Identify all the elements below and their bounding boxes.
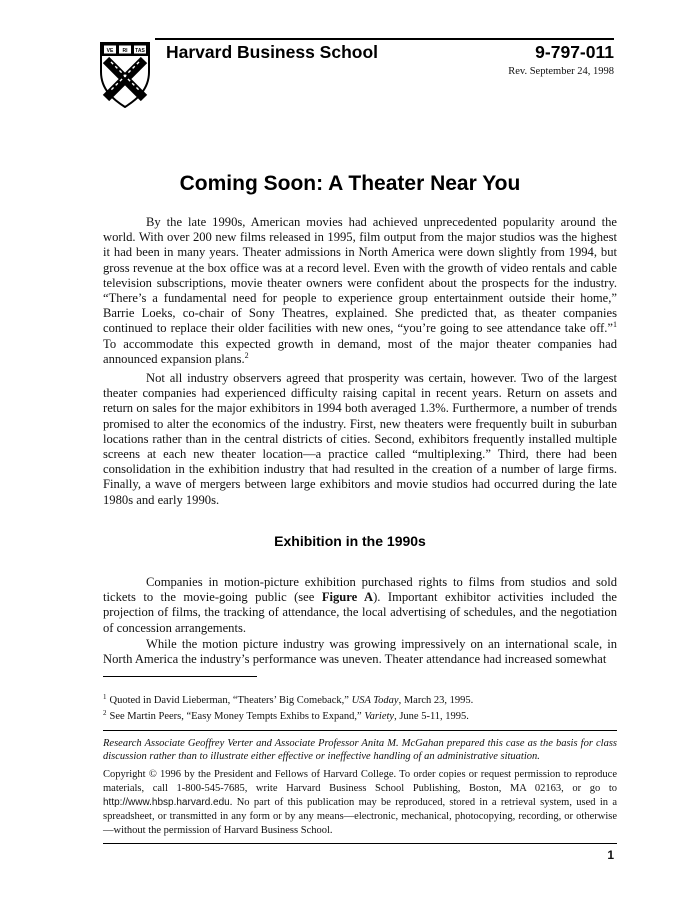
footnote-ref-2[interactable]: 2 <box>244 350 249 360</box>
publishing-url-link[interactable]: http://www.hbsp.harvard.edu <box>103 797 230 808</box>
case-authors-note: Research Associate Geoffrey Verter and Associate Professor Anita M. McGahan prepared this case as the basis for class discussion rather than to illustrate either effective or ineffective handling of an administrative situation. <box>103 738 617 763</box>
footnote-rule <box>103 676 257 677</box>
paragraph-exhibition: Companies in motion-picture exhibition purchased rights to films from studios and sold tickets to the movie-going public (see Figure A). Important exhibitor activities included the projection of films, the tracking of attendance, the local advertising of schedules, and the negotiation of concession arrangements. <box>103 575 617 635</box>
page-number: 1 <box>607 848 614 862</box>
case-number: 9-797-011 <box>535 42 614 62</box>
footer-rule <box>103 843 617 844</box>
footnote-2: $^2$ See Martin Peers, “Easy Money Tempts Exhibs to Expand,” Variety, June 5-11, 1995. <box>103 709 469 722</box>
header-rule <box>155 38 614 40</box>
section-heading: Exhibition in the 1990s <box>274 533 426 549</box>
paragraph-observers: Not all industry observers agreed that prosperity was certain, however. Two of the largest theater companies had experienced difficulty raising capital in recent years. Return on assets and return on sales for the major exhibitors in 1994 both averaged 1.3%. Furthermore, a number of trends promised to alter the economics of the industry. First, new theaters were frequently built in suburban locations rather than in the central districts of cities. Second, exhibitors frequently installed multiple screens at each new theater location—a practice called “multiplexing.” Third, there had been consolidation in the exhibition industry that had resulted in the creation of a number of large firms. Finally, a wave of mergers between large exhibitors and movie studios had occurred during the late 1980s and early 1990s. <box>103 371 617 507</box>
paragraph-intro: By the late 1990s, American movies had achieved unprecedented popularity around the world. With over 200 new films released in 1995, film output from the major studios was the highest it had been in many years. Theater admissions in North America were down slightly from 1994, but gross revenue at the box office was at a record level. Even with the growth of video rentals and cable television subscriptions, movie theater owners were confident about the prospects for the industry. “There’s a fundamental need for people to experience group entertainment outside their home,” Barrie Loeks, co-chair of Sony Theatres, explained. She predicted that, as theater companies continued to replace their older facilities with new ones, “you’re going to see attendance take off.”$^1$ To accommodate this expected growth in demand, most of the major theater companies had announced expansion plans.$^2$ <box>103 215 617 366</box>
shield-text-ve: VE <box>106 48 114 54</box>
school-name: Harvard Business School <box>166 42 379 62</box>
case-title: Coming Soon: A Theater Near You <box>179 172 521 195</box>
shield-text-ri: RI <box>122 48 128 54</box>
footnote-1: $^1$ Quoted in David Lieberman, “Theaters’ Big Comeback,” USA Today, March 23, 1995. <box>103 693 474 706</box>
shield-text-tas: TAS <box>135 48 145 54</box>
revision-date: Rev. September 24, 1998 <box>508 66 614 77</box>
footnote-ref-1[interactable]: 1 <box>613 320 617 330</box>
case-note-rule <box>103 730 617 731</box>
harvard-shield-logo <box>100 42 150 108</box>
figure-a-reference[interactable]: Figure A <box>321 590 374 605</box>
paragraph-industry: While the motion picture industry was growing impressively on an international scale, in North America the industry’s performance was uneven. Theater attendance had increased somewhat <box>103 637 617 667</box>
copyright-notice: Copyright © 1996 by the President and Fellows of Harvard College. To order copies or request permission to reproduce materials, call 1-800-545-7685, write Harvard Business School Publishing, Boston, MA 02163, or go to http://www.hbsp.harvard.edu. No part of this publication may be reproduced, stored in a retrieval system, used in a spreadsheet, or transmitted in any form or by any means—electronic, mechanical, photocopying, recording, or otherwise—without the permission of Harvard Business School. <box>103 769 617 836</box>
